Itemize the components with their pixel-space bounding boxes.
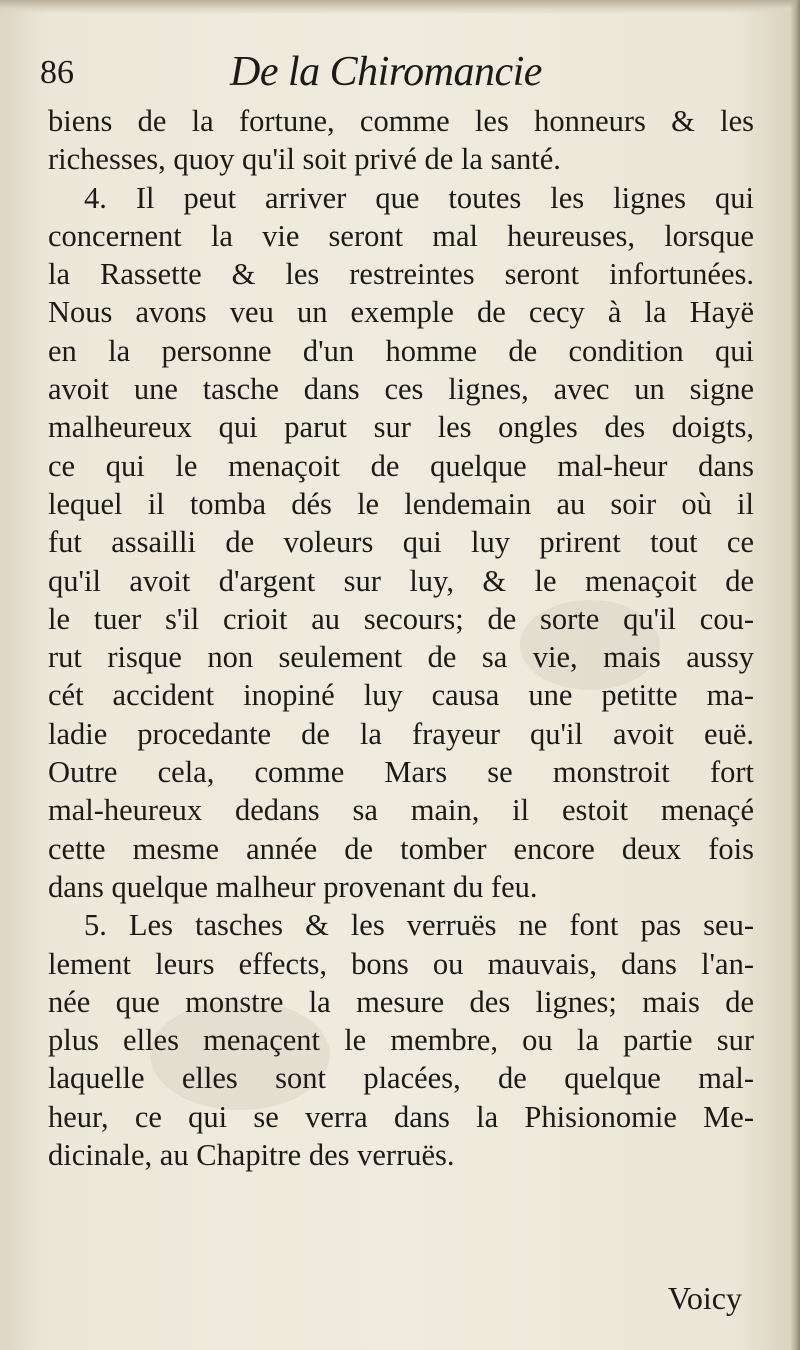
text-line: fut assailli de voleurs qui luy prirent tout ce xyxy=(48,525,754,560)
text-line: heur, ce qui se verra dans la Phisionomie Me- xyxy=(48,1099,754,1134)
text-line: ladie procedante de la frayeur qu'il avoit euë. xyxy=(48,716,754,751)
text-line: qu'il avoit d'argent sur luy, & le menaçoit de xyxy=(48,563,754,598)
text-line: ce qui le menaçoit de quelque mal-heur dans xyxy=(48,448,754,483)
text-line: avoit une tasche dans ces lignes, avec un signe xyxy=(48,372,754,407)
text-line: rut risque non seulement de sa vie, mais aussy xyxy=(48,640,754,675)
body-text xyxy=(48,102,754,1174)
text-line: lement leurs effects, bons ou mauvais, dans l'an- xyxy=(48,946,754,981)
text-line: 4. Il peut arriver que toutes les lignes qui xyxy=(84,180,754,215)
page-number: 86 xyxy=(40,54,74,91)
text-line: dicinale, au Chapitre des verruës. xyxy=(48,1138,455,1173)
text-line: cét accident inopiné luy causa une petitte ma- xyxy=(48,678,754,713)
text-line: 5. Les tasches & les verruës ne font pas seu- xyxy=(84,908,754,943)
text-line: mal-heureux dedans sa main, il estoit menaçé xyxy=(48,793,754,828)
text-line: richesses, quoy qu'il soit privé de la santé. xyxy=(48,142,561,177)
text-line: plus elles menaçent le membre, ou la partie sur xyxy=(48,1023,754,1058)
text-line: malheureux qui parut sur les ongles des doigts, xyxy=(48,410,754,445)
page-top-edge xyxy=(0,0,800,14)
running-head: De la Chiromancie xyxy=(230,49,542,95)
text-line: concernent la vie seront mal heureuses, lorsque xyxy=(48,218,754,253)
page-binding-shadow xyxy=(790,0,800,1350)
text-line: le tuer s'il crioit au secours; de sorte qu'il cou- xyxy=(48,601,754,636)
text-line: biens de la fortune, comme les honneurs & les xyxy=(48,104,754,138)
text-line: Nous avons veu un exemple de cecy à la Hayë xyxy=(48,295,754,330)
text-line: dans quelque malheur provenant du feu. xyxy=(48,869,538,904)
text-line: la Rassette & les restreintes seront infortunées. xyxy=(48,257,754,292)
text-line: cette mesme année de tomber encore deux fois xyxy=(48,831,754,866)
text-line: Outre cela, comme Mars se monstroit fort xyxy=(48,755,754,790)
text-line: laquelle elles sont placées, de quelque mal- xyxy=(48,1061,754,1096)
text-line: née que monstre la mesure des lignes; mais de xyxy=(48,984,754,1019)
text-line: en la personne d'un homme de condition qui xyxy=(48,333,754,368)
catchword: Voicy xyxy=(667,1280,742,1316)
page-header xyxy=(40,42,760,102)
text-line: lequel il tomba dés le lendemain au soir où il xyxy=(48,486,754,521)
